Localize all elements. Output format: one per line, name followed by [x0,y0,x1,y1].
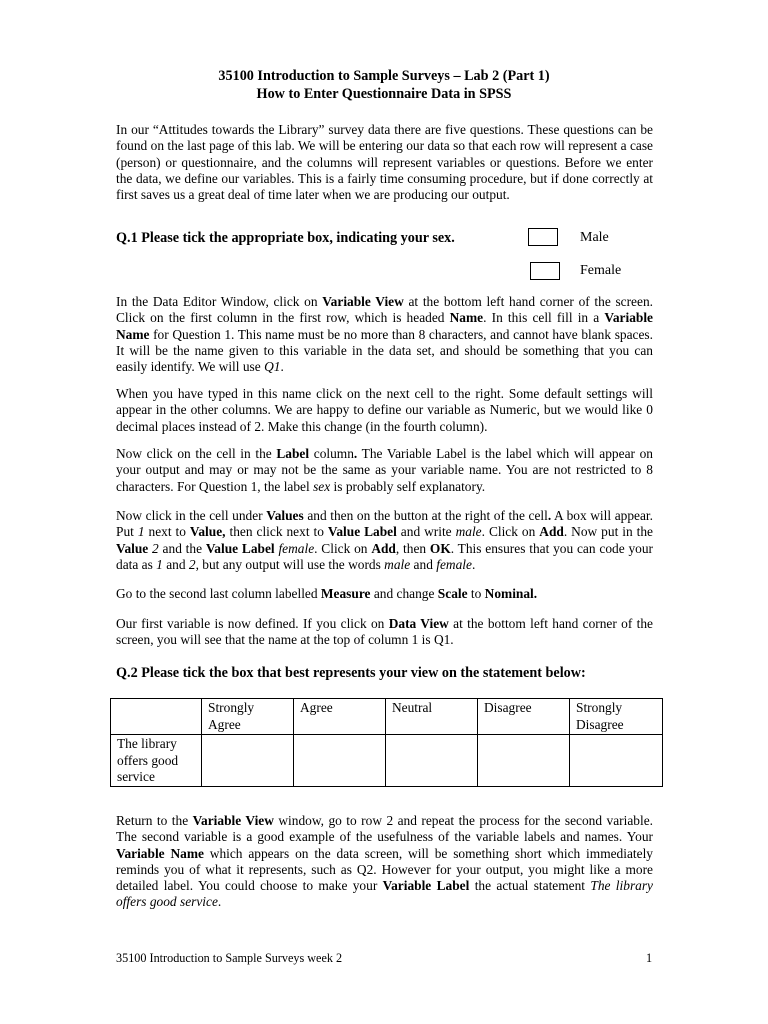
female-option-label: Female [580,263,622,278]
likert-header-row [111,699,663,735]
measure-paragraph: Go to the second last column labelled Measure and change Scale to Nominal. [116,586,538,601]
tick-cell-agree[interactable] [294,735,386,787]
page-number: 1 [646,951,653,965]
intro-paragraph: In our “Attitudes towards the Library” survey data there are five questions. These questions can be found on the last page of this lab. We will be entering our data so that each row will represent a case (person) or questionnaire, and the columns will represent variables or questions. Before we enter the data, we define our variables. This is a fairly time consuming procedure, but if done correctly at first saves us a great deal of time later when we are producing our output. [116,122,653,203]
variable-label-paragraph: Return to the Variable View window, go to row 2 and repeat the process for the second variable. The second variable is a good example of the usefulness of the variable labels and names. Your Variable Name which appears on the data screen, will be something short which immediately reminds you of what it represents, such as Q2. However for your output, you might like a more detailed label. You could choose to make your Variable Label the actual statement The library offers good service. [116,813,654,910]
question-1: Q.1 Please tick the appropriate box, indicating your sex. [116,230,455,246]
header-neutral: Neutral [386,699,478,735]
document-subtitle: How to Enter Questionnaire Data in SPSS [256,86,512,102]
decimal-places-paragraph: When you have typed in this name click on the next cell to the right. Some default settings will appear in the other columns. We are happy to define our variable as Numeric, but we would like 0 decimal places instead of 2. Make this change (in the fourth column). [116,386,653,434]
header-disagree: Disagree [478,699,570,735]
tick-cell-neutral[interactable] [386,735,478,787]
tick-cell-disagree[interactable] [478,735,570,787]
question-2: Q.2 Please tick the box that best represents your view on the statement below: [116,665,586,681]
footer-course-text: 35100 Introduction to Sample Surveys week 2 [116,951,343,965]
likert-scale-table [110,698,663,787]
female-tick-box[interactable] [530,262,560,280]
document-title: 35100 Introduction to Sample Surveys – Lab 2 (Part 1) [218,68,550,84]
male-option-label: Male [580,230,609,245]
statement-label: The library offers good service [111,735,202,787]
likert-statement-row [111,735,663,787]
data-view-paragraph: Our first variable is now defined. If you click on Data View at the bottom left hand corner of the screen, you will see that the name at the top of column 1 is Q1. [116,616,653,648]
header-strongly-agree: Strongly Agree [202,699,294,735]
label-paragraph: Now click on the cell in the Label column. The Variable Label is the label which will appear on your output and may or may not be the same as your variable name. You are not restricted to 8 characters. For Question 1, the label sex is probably self explanatory. [116,446,653,494]
likert-corner-cell [111,699,202,735]
header-agree: Agree [294,699,386,735]
tick-cell-strongly-agree[interactable] [202,735,294,787]
variable-name-paragraph: In the Data Editor Window, click on Variable View at the bottom left hand corner of the screen. Click on the first column in the first row, which is headed Name. In this cell fill in a Variable Name for Question 1. This name must be no more than 8 characters, and cannot have blank spaces. It will be the name given to this variable in the data set, and should be something that you can easily identify. We will use Q1. [116,294,653,375]
male-tick-box[interactable] [528,228,558,246]
values-paragraph: Now click in the cell under Values and then on the button at the right of the cell. A box will appear. Put 1 next to Value, then click next to Value Label and write male. Click on Add. Now put in the Value 2 and the Value Label female. Click on Add, then OK. This ensures that you can code your data as 1 and 2, but any output will use the words male and female. [116,508,653,572]
header-strongly-disagree: Strongly Disagree [570,699,663,735]
tick-cell-strongly-disagree[interactable] [570,735,663,787]
